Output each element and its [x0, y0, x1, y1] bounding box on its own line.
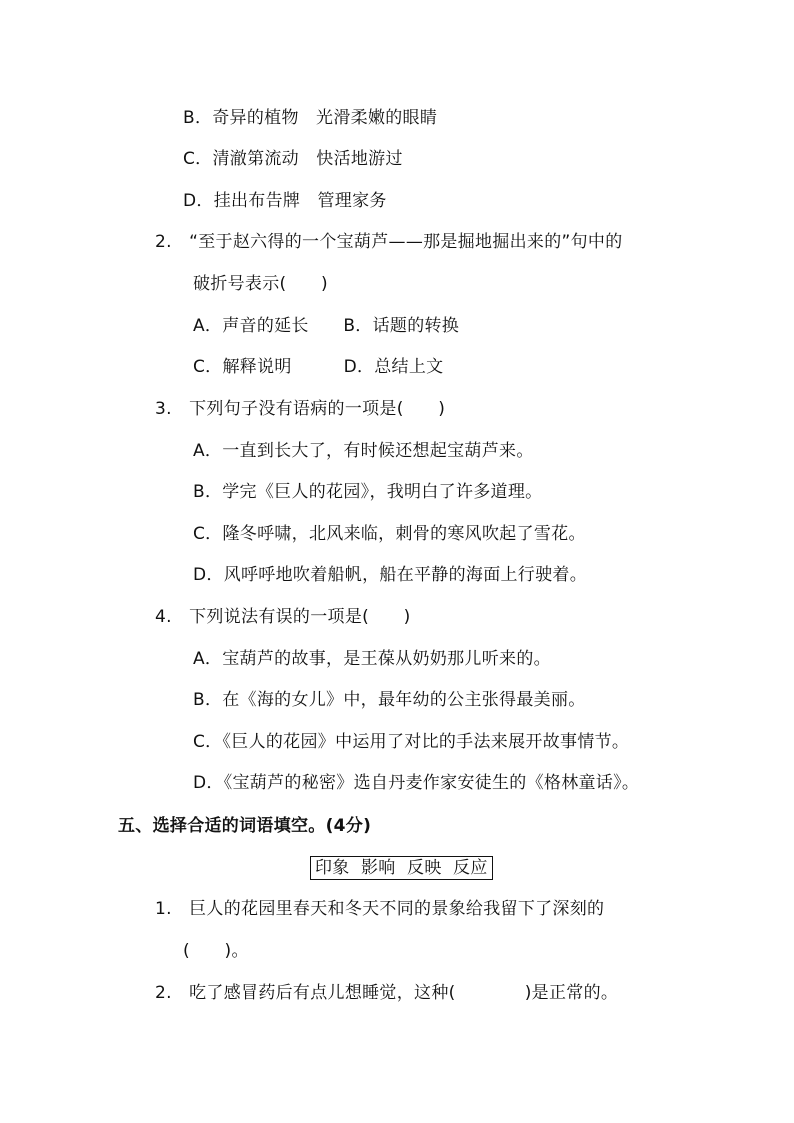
section5-title: 五、选择合适的词语填空。(4分) [118, 816, 372, 836]
q4-option-a: A．宝葫芦的故事，是王葆从奶奶那儿听来的。 [193, 649, 551, 669]
q3-option-a: A．一直到长大了，有时候还想起宝葫芦来。 [193, 441, 534, 461]
section5-item1-line2: ( )。 [183, 941, 249, 961]
q4-stem: 4. 下列说法有误的一项是( ) [155, 607, 411, 627]
q3-stem: 3. 下列句子没有语病的一项是( ) [155, 399, 446, 419]
q3-option-c: C．隆冬呼啸，北风来临，刺骨的寒风吹起了雪花。 [193, 524, 586, 544]
q3-option-b: B．学完《巨人的花园》，我明白了许多道理。 [193, 482, 543, 502]
q2-options-row2: C．解释说明 D．总结上文 [193, 357, 444, 377]
q4-option-c: C．《巨人的花园》中运用了对比的手法来展开故事情节。 [193, 732, 630, 752]
q2-stem-line2: 破折号表示( ) [193, 274, 328, 294]
q1-option-c: C．清澈第流动 快活地游过 [183, 149, 403, 169]
q2-options-row1: A．声音的延长 B．话题的转换 [193, 316, 460, 336]
q4-option-d: D．《宝葫芦的秘密》选自丹麦作家安徒生的《格林童话》。 [193, 773, 640, 793]
section5-item2: 2. 吃了感冒药后有点儿想睡觉，这种( )是正常的。 [155, 983, 619, 1003]
q3-option-d: D．风呼呼地吹着船帆，船在平静的海面上行驶着。 [193, 565, 587, 585]
q2-stem-line1: 2. “至于赵六得的一个宝葫芦——那是掘地掘出来的”句中的 [155, 232, 623, 252]
section5-item1-line1: 1. 巨人的花园里春天和冬天不同的景象给我留下了深刻的 [155, 899, 605, 919]
q4-option-b: B．在《海的女儿》中，最年幼的公主张得最美丽。 [193, 690, 586, 710]
word-bank-box: 印象 影响 反映 反应 [310, 856, 493, 880]
q1-option-d: D．挂出布告牌 管理家务 [183, 191, 387, 211]
q1-option-b: B．奇异的植物 光滑柔嫩的眼睛 [183, 108, 438, 128]
